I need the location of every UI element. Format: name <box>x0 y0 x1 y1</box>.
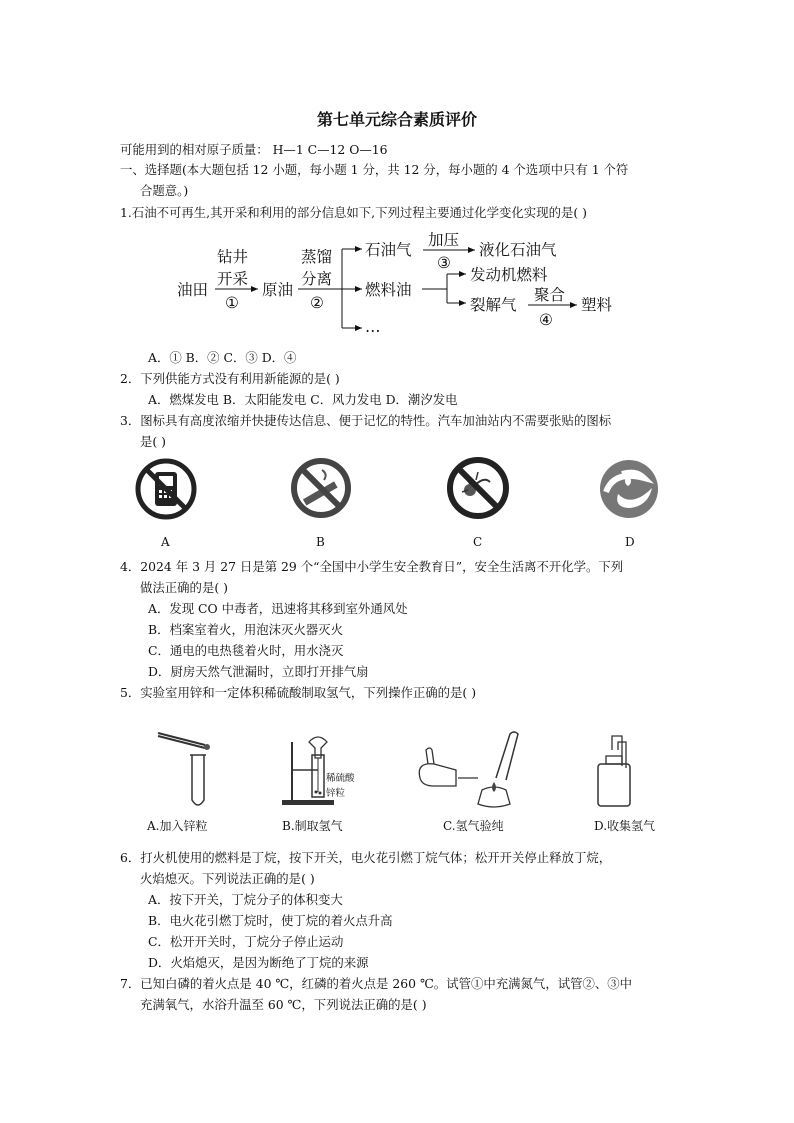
flow-step4-num: ④ <box>539 311 553 329</box>
question-2-options: A．燃煤发电 B．太阳能发电 C．风力发电 D．潮汐发电 <box>148 392 458 407</box>
sign-label-b: B <box>316 535 325 549</box>
atomic-mass-line: 可能用到的相对原子质量： H—1 C—12 O—16 <box>120 142 388 157</box>
question-1-stem: 1.石油不可再生,其开采和利用的部分信息如下,下列过程主要通过化学变化实现的是( ) <box>120 205 587 220</box>
question-3-stem-cont: 是( ) <box>140 434 166 449</box>
caption-a: A.加入锌粒 <box>147 819 208 833</box>
flow-step1-bottom: 开采 <box>217 270 249 288</box>
flow-cracked-gas: 裂解气 <box>470 296 517 314</box>
caption-d: D.收集氢气 <box>594 819 656 833</box>
section-heading: 一、选择题(本大题包括 12 小题，每小题 1 分，共 12 分，每小题的 4 个选项中只有 1 个符 <box>120 162 629 177</box>
sign-label-c: C <box>473 535 483 549</box>
question-6-stem-cont: 火焰熄灭。下列说法正确的是( ) <box>140 871 315 886</box>
question-4-option-b: B．档案室着火，用泡沫灭火器灭火 <box>148 622 343 637</box>
gas-collecting-bottle-icon <box>598 736 630 806</box>
flow-step2-bottom: 分离 <box>301 270 333 288</box>
question-4-option-a: A．发现 CO 中毒者，迅速将其移到室外通风处 <box>148 601 408 616</box>
caption-b: B.制取氢气 <box>282 819 343 833</box>
question-4-option-d: D．厨房天然气泄漏时，立即打开排气扇 <box>148 664 369 679</box>
section-heading-cont: 合题意。) <box>140 183 189 198</box>
label-dilute-sulfuric-acid: 稀硫酸 <box>326 773 355 784</box>
flow-step1-num: ① <box>225 294 239 312</box>
flow-lpg: 液化石油气 <box>479 241 557 259</box>
caption-c: C.氢气验纯 <box>443 819 504 833</box>
question-5-stem: 5．实验室用锌和一定体积稀硫酸制取氢气，下列操作正确的是( ) <box>120 685 477 700</box>
page-title: 第七单元综合素质评价 <box>316 110 477 129</box>
flow-fuel-oil: 燃料油 <box>365 281 412 299</box>
question-7-stem: 7．已知白磷的着火点是 40 ℃，红磷的着火点是 260 ℃。试管①中充满氮气，试管②、③中 <box>120 976 633 991</box>
label-zinc-granules: 锌粒 <box>326 788 346 799</box>
question-6-stem: 6．打火机使用的燃料是丁烷，按下开关，电火花引燃丁烷气体；松开开关停止释放丁烷， <box>120 850 612 865</box>
hydrogen-purity-test-icon <box>419 732 518 807</box>
flow-crude: 原油 <box>262 281 294 299</box>
question-4-stem: 4．2024 年 3 月 27 日是第 29 个“全国中小学生安全教育日”，安全生活离不开化学。下列 <box>120 559 624 574</box>
question-6-option-c: C．松开开关时，丁烷分子停止运动 <box>148 934 344 949</box>
sign-label-d: D <box>625 535 635 549</box>
question-4-stem-cont: 做法正确的是( ) <box>140 580 228 595</box>
flow-step2-num: ② <box>310 294 324 312</box>
question-6-option-d: D．火焰熄灭，是因为断绝了丁烷的来源 <box>148 955 369 970</box>
flow-step3-top: 加压 <box>428 231 460 249</box>
question-6-option-a: A．按下开关，丁烷分子的体积变大 <box>148 892 343 907</box>
flow-ellipsis: … <box>365 318 381 336</box>
question-6-option-b: B．电火花引燃丁烷时，使丁烷的着火点升高 <box>148 913 393 928</box>
flow-engine-fuel: 发动机燃料 <box>470 266 548 284</box>
sign-label-a: A <box>161 535 170 549</box>
question-3-stem: 3．图标具有高度浓缩并快捷传达信息、便于记忆的特性。汽车加油站内不需要张贴的图标 <box>120 413 612 428</box>
question-7-stem-cont: 充满氧气，水浴升温至 60 ℃，下列说法正确的是( ) <box>140 997 427 1012</box>
flow-source: 油田 <box>177 281 209 299</box>
question-1-options: A．① B．② C．③ D．④ <box>148 350 297 365</box>
question-4-option-c: C．通电的电热毯着火时，用水浇灭 <box>148 643 344 658</box>
flow-step3-num: ③ <box>437 254 451 272</box>
flow-step4-top: 聚合 <box>534 286 566 304</box>
test-tube-tweezers-icon <box>158 733 210 805</box>
question-2-stem: 2．下列供能方式没有利用新能源的是( ) <box>120 371 340 386</box>
flow-step1-top: 钻井 <box>217 248 249 266</box>
flow-petroleum-gas: 石油气 <box>365 241 412 259</box>
flow-plastic: 塑料 <box>581 296 613 314</box>
flow-step2-top: 蒸馏 <box>301 248 333 266</box>
